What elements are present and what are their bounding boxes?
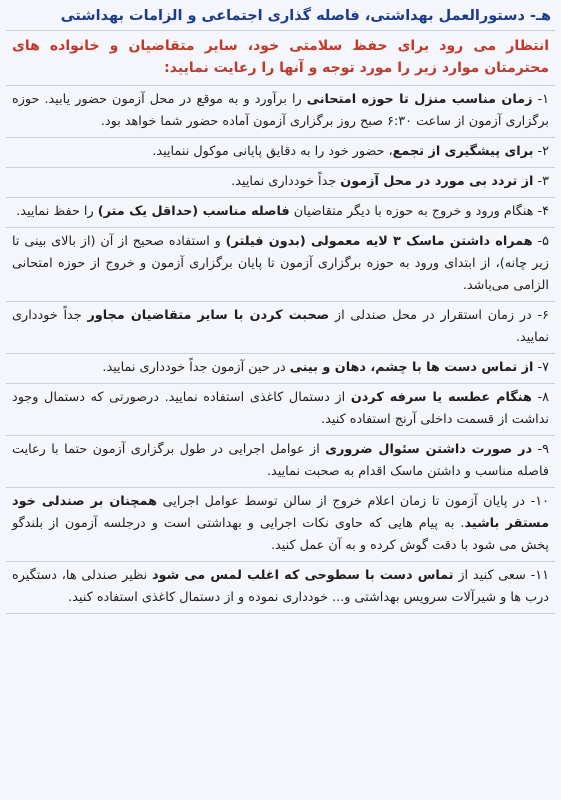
instruction-text: از عوامل اجرایی در طول برگزاری آزمون حتما با رعایت فاصله مناسب و داشتن ماسک اقدام به صحبت نمایید. (12, 442, 549, 479)
instruction-text: ۱۱- سعی کنید از (453, 568, 549, 583)
instruction-text: از دستمال کاغذی استفاده نمایید. درصورتی که دستمال وجود نداشت از قسمت داخلی آرنج استفاده کنید. (12, 390, 549, 427)
instruction-text: جداً خودداری نمایید. (231, 174, 341, 189)
instruction-text: ۳- (533, 174, 549, 189)
instruction-text: ۶- در زمان استقرار در محل صندلی از (329, 308, 549, 323)
instruction-text: . به پیام هایی که حاوی نکات اجرایی و بهداشتی است و درجلسه آزمون از بلندگو پخش می شود با دقت گوش کرده و به آن عمل کنید. (12, 516, 549, 553)
instruction-emphasis: هنگام عطسه یا سرفه کردن (350, 390, 532, 405)
instruction-emphasis: همچنان بر صندلی خود مستقر باشید (12, 494, 549, 531)
instruction-text: ۹- (532, 442, 549, 457)
instruction-emphasis: در صورت داشتن سئوال ضروری (325, 442, 533, 457)
instruction-text: ۵- (532, 234, 549, 249)
instruction-text: ۱۰- در پایان آزمون تا زمان اعلام خروج از سالن توسط عوامل اجرایی (157, 494, 549, 509)
instruction-text: را برآورد و به موقع در محل آزمون حضور یابید. حوزه برگزاری آزمون از ساعت ۶:۳۰ صبح روز برگزاری آزمون آماده حضور شما خواهد بود. (12, 92, 549, 129)
instruction-item (6, 354, 555, 384)
instruction-emphasis: فاصله مناسب (حداقل یک متر) (97, 204, 290, 219)
instruction-text: ۸- (531, 390, 549, 405)
instruction-emphasis: برای پیشگیری از تجمع (392, 144, 534, 159)
instruction-item (6, 138, 555, 168)
instruction-item (6, 302, 555, 354)
instruction-item (6, 436, 555, 488)
instruction-item (6, 168, 555, 198)
instruction-emphasis: تماس دست با سطوحی که اغلب لمس می شود (151, 568, 454, 583)
instruction-item (6, 228, 555, 302)
instruction-emphasis: صحبت کردن با سایر متقاضیان مجاور (87, 308, 330, 323)
section-title: هـ- دستورالعمل بهداشتی، فاصله گذاری اجتماعی و الزامات بهداشتی (6, 4, 555, 31)
instruction-text: ۱- (532, 92, 550, 107)
instruction-text: و استفاده صحیح از آن (از بالای بینی تا زیر چانه)، از ابتدای ورود به حوزه برگزاری آزمون تا پایان برگزاری آزمون و خروج از حوزه امتحانی الزامی می‌باشد. (12, 234, 549, 293)
instruction-item (6, 384, 555, 436)
instruction-text: در حین آزمون جداً خودداری نمایید. (102, 360, 290, 375)
instruction-text: را حفظ نمایید. (16, 204, 98, 219)
instruction-text: ، حضور خود را به دقایق پایانی موکول ننمایید. (152, 144, 393, 159)
instruction-emphasis: همراه داشتن ماسک ۳ لایه معمولی (بدون فیلتر) (225, 234, 533, 249)
instruction-text: جداً خودداری نمایید. (12, 308, 549, 345)
instruction-list (6, 86, 555, 614)
instruction-text: نظیر صندلی ها، دستگیره درب ها و شیرآلات سرویس بهداشتی و... خودداری نموده و از دستمال کاغذی استفاده کنید. (12, 568, 549, 605)
instruction-text: ۲- (533, 144, 549, 159)
instruction-item (6, 86, 555, 138)
instruction-text: ۴- هنگام ورود و خروج به حوزه با دیگر متقاضیان (289, 204, 549, 219)
intro-paragraph: انتظار می رود برای حفظ سلامتی خود، سایر متقاضیان و خانواده های محترمتان موارد زیر را مورد توجه و آنها را رعایت نمایید: (6, 31, 555, 86)
instruction-text: ۷- (533, 360, 549, 375)
instruction-item (6, 488, 555, 562)
instruction-item (6, 198, 555, 228)
instruction-emphasis: از تماس دست ها با چشم، دهان و بینی (289, 360, 534, 375)
instruction-item (6, 562, 555, 614)
instruction-emphasis: زمان مناسب منزل تا حوزه امتحانی (306, 92, 533, 107)
instruction-emphasis: از تردد بی مورد در محل آزمون (340, 174, 534, 189)
